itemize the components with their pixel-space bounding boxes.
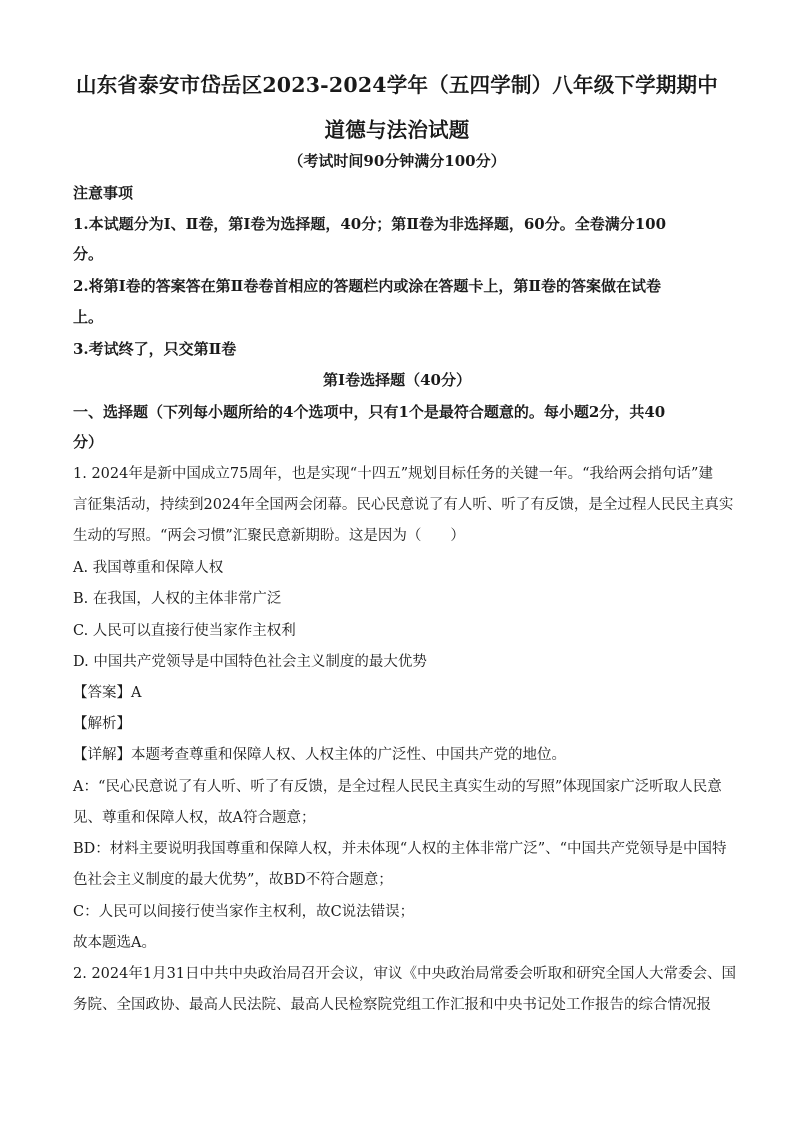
q2-stem-line2: 务院、全国政协、最高人民法院、最高人民检察院党组工作汇报和中央书记处工作报告的综合情况报 xyxy=(73,997,711,1013)
notes-item1-line1: 1.本试题分为Ⅰ、Ⅱ卷，第Ⅰ卷为选择题，40分；第Ⅱ卷为非选择题，60分。全卷满分100 xyxy=(73,215,667,233)
section-heading-line2: 分） xyxy=(73,433,104,451)
q1-conclusion: 故本题选A。 xyxy=(73,935,156,951)
q1-answer xyxy=(73,681,723,702)
answer-value: A xyxy=(131,685,142,701)
notes-heading: 注意事项 xyxy=(73,184,134,202)
q1-analysis-label: 【解析】 xyxy=(73,716,131,732)
document-title-line2: 道德与法治试题 xyxy=(324,118,470,142)
q1-explanation-bd-line2: 色社会主义制度的最大优势”，故BD不符合题意； xyxy=(73,872,393,888)
q1-option-a: A. 我国尊重和保障人权 xyxy=(73,560,224,576)
q1-stem-line2: 言征集活动，持续到2024年全国两会闭幕。民心民意说了有人听、听了有反馈，是全过程人民民主真实 xyxy=(73,497,734,513)
notes-item3: 3.考试终了，只交第Ⅱ卷 xyxy=(73,340,237,358)
q1-option-b: B. 在我国，人权的主体非常广泛 xyxy=(73,591,282,607)
section-heading-line1: 一、选择题（下列每小题所给的4个选项中，只有1个是最符合题意的。每小题2分，共40 xyxy=(73,403,666,421)
q1-option-d: D. 中国共产党领导是中国特色社会主义制度的最大优势 xyxy=(73,654,427,670)
notes-item2-line2: 上。 xyxy=(73,308,104,326)
document-title-line1: 山东省泰安市岱岳区2023-2024学年（五四学制）八年级下学期期中 xyxy=(76,73,718,97)
q1-explanation-a-line2: 见、尊重和保障人权，故A符合题意； xyxy=(73,810,316,826)
section-title: 第Ⅰ卷选择题（40分） xyxy=(323,371,471,389)
q2-stem-line1: 2. 2024年1月31日中共中央政治局召开会议，审议《中央政治局常委会听取和研究全国人大常委会、国 xyxy=(73,966,737,982)
notes-item1-line2: 分。 xyxy=(73,245,104,263)
q1-explanation-bd-line1: BD：材料主要说明我国尊重和保障人权，并未体现“人权的主体非常广泛”、“中国共产党领导是中国特 xyxy=(73,841,727,857)
answer-label: 【答案】 xyxy=(73,685,131,701)
q1-stem-line1: 1. 2024年是新中国成立75周年，也是实现“十四五”规划目标任务的关键一年。“我给两会捎句话”建 xyxy=(73,466,713,482)
q1-option-c: C. 人民可以直接行使当家作主权利 xyxy=(73,623,296,639)
q1-stem-line3: 生动的写照。“两会习惯”汇聚民意新期盼。这是因为（ ） xyxy=(73,528,465,544)
q1-explanation-c: C：人民可以间接行使当家作主权利，故C说法错误； xyxy=(73,904,415,920)
exam-info: （考试时间90分钟满分100分） xyxy=(288,152,506,170)
q1-explanation-a-line1: A：“民心民意说了有人听、听了有反馈，是全过程人民民主真实生动的写照”体现国家广泛听取人民意 xyxy=(73,779,722,795)
notes-item2-line1: 2.将第Ⅰ卷的答案答在第Ⅱ卷卷首相应的答题栏内或涂在答题卡上，第Ⅱ卷的答案做在试卷 xyxy=(73,277,661,295)
q1-detail: 【详解】本题考查尊重和保障人权、人权主体的广泛性、中国共产党的地位。 xyxy=(73,747,566,763)
